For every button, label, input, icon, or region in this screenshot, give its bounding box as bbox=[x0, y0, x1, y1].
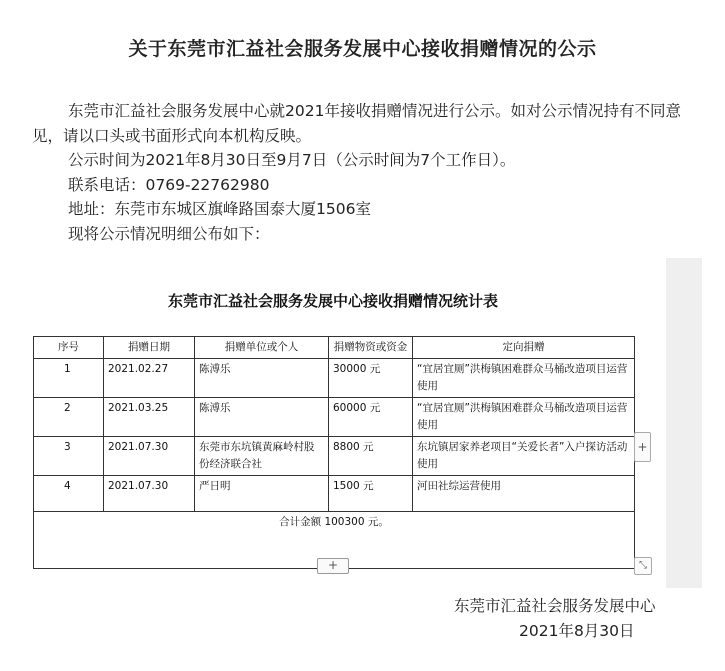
table-cell: 东坑镇居家养老项目“关爱长者”入户探访活动使用 bbox=[413, 437, 635, 476]
table-cell: 30000 元 bbox=[329, 359, 413, 398]
header-cell: 捐赠日期 bbox=[104, 337, 195, 359]
table-cell: 陈溥乐 bbox=[195, 359, 329, 398]
header-cell: 捐赠物资或资金 bbox=[329, 337, 413, 359]
add-row-button[interactable]: + bbox=[317, 558, 349, 574]
table-cell: 河田社综运营使用 bbox=[413, 476, 635, 512]
table-cell: 东莞市东坑镇黄麻岭村股份经济联合社 bbox=[195, 437, 329, 476]
table-row bbox=[34, 476, 635, 512]
notice-period: 公示时间为2021年8月30日至9月7日（公示时间为7个工作日）。 bbox=[68, 151, 516, 169]
table-cell: 1 bbox=[34, 359, 104, 398]
table-cell: 2021.07.30 bbox=[104, 437, 195, 476]
header-cell: 捐赠单位或个人 bbox=[195, 337, 329, 359]
table-cell: 2021.03.25 bbox=[104, 398, 195, 437]
table-cell: 2 bbox=[34, 398, 104, 437]
table-header-row bbox=[34, 337, 635, 359]
table-cell: 60000 元 bbox=[329, 398, 413, 437]
table-cell: 3 bbox=[34, 437, 104, 476]
table-cell: 2021.02.27 bbox=[104, 359, 195, 398]
resize-handle-icon[interactable]: ⤡ bbox=[634, 557, 652, 575]
table-row bbox=[34, 437, 635, 476]
table-cell: 4 bbox=[34, 476, 104, 512]
contact-address: 地址：东莞市东城区旗峰路国泰大厦1506室 bbox=[68, 200, 371, 218]
table-title: 东莞市汇益社会服务发展中心接收捐赠情况统计表 bbox=[167, 292, 498, 310]
table-cell: 1500 元 bbox=[329, 476, 413, 512]
contact-phone: 联系电话：0769-22762980 bbox=[68, 176, 270, 194]
table-cell: 陈溥乐 bbox=[195, 398, 329, 437]
table-cell: 8800 元 bbox=[329, 437, 413, 476]
table-cell: 严日明 bbox=[195, 476, 329, 512]
header-cell: 序号 bbox=[34, 337, 104, 359]
table-cell: “宜居宜厕”洪梅镇困难群众马桶改造项目运营使用 bbox=[413, 359, 635, 398]
page-title: 关于东莞市汇益社会服务发展中心接收捐赠情况的公示 bbox=[128, 38, 597, 60]
table-cell: “宜居宜厕”洪梅镇困难群众马桶改造项目运营使用 bbox=[413, 398, 635, 437]
table-row bbox=[34, 359, 635, 398]
table-cell: 2021.07.30 bbox=[104, 476, 195, 512]
donation-table bbox=[33, 336, 635, 569]
signature-organization: 东莞市汇益社会服务发展中心 bbox=[454, 597, 656, 615]
signature-date: 2021年8月30日 bbox=[519, 622, 635, 640]
add-column-button[interactable]: + bbox=[634, 432, 651, 462]
intro-paragraph: 东莞市汇益社会服务发展中心就2021年接收捐赠情况进行公示。如对公示情况持有不同意见，请以口头或书面形式向本机构反映。 bbox=[32, 102, 681, 145]
details-lead: 现将公示情况明细公布如下： bbox=[68, 225, 270, 243]
total-amount: 合计金额 100300 元。 bbox=[34, 512, 635, 569]
header-cell: 定向捐赠 bbox=[413, 337, 635, 359]
frame-scrollbar[interactable] bbox=[666, 258, 702, 588]
table-row bbox=[34, 398, 635, 437]
